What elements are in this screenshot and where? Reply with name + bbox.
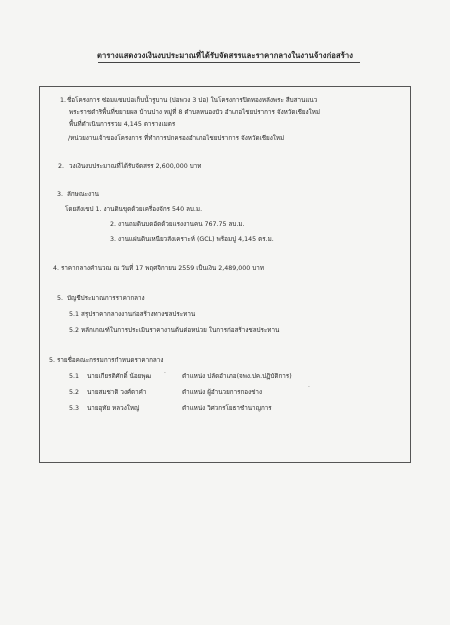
handwritten-mark: · [308, 384, 310, 391]
member-1-no: 5.1 [69, 373, 80, 380]
item-5-heading: บัญชีประมาณการราคากลาง [67, 295, 145, 302]
document-title: ตารางแสดงวงเงินงบประมาณที่ได้รับจัดสรรและราคากลางในงานจ้างก่อสร้าง [96, 51, 354, 60]
member-1-position: ตำแหน่ง ปลัดอำเภอ(จพง.ปค.ปฏิบัติการ) [182, 373, 292, 380]
item-6-number: 5. [49, 357, 56, 364]
item-5-line-2: 5.2 หลักเกณฑ์ในการประเมินราคางานต้นต่อหน่วย ในการก่อสร้างชลประทาน [69, 327, 280, 334]
content-box [39, 86, 411, 463]
item-3-line-2: 2. งานถมดินบดอัดด้วยแรงงานคน 767.75 ลบ.ม. [110, 221, 245, 228]
member-2-name: นายสมชาติ วงศ์ตาคำ [87, 389, 147, 396]
item-1-number: 1. [60, 97, 67, 104]
member-3-name: นายอุทัย หลวงใหญ่ [87, 405, 140, 412]
member-2-no: 5.2 [69, 389, 80, 396]
item-4-text: ราคากลางคำนวณ ณ วันที่ 17 พฤศจิกายน 2559 เป็นเงิน 2,489,000 บาท [61, 265, 264, 272]
title-underline [98, 62, 360, 63]
handwritten-mark: · [164, 370, 166, 377]
item-1-line-4: /หน่วยงานเจ้าของโครงการ ที่ทำการปกครองอำเภอไชยปราการ จังหวัดเชียงใหม่ [68, 135, 285, 142]
item-5-number: 5. [57, 295, 64, 302]
item-4-number: 4. [53, 265, 60, 272]
item-3-line-3: 3. งานแผ่นดินเหนียวสังเคราะห์ (GCL) พร้อมปู 4,145 ตร.ม. [110, 236, 274, 243]
member-1-name: นายเกียรติศักดิ์ น้อยพุฒ [87, 373, 152, 380]
item-3-heading: ลักษณะงาน [67, 191, 99, 198]
member-3-position: ตำแหน่ง วิศวกรโยธาชำนาญการ [182, 405, 272, 412]
item-1-line-1: ชื่อโครงการ ซ่อมแซมบ่อเก็บน้ำรูบาน (บ่อพวง 3 บ่อ) ในโครงการปิดทองหลังพระ สืบสานแนว [67, 97, 318, 104]
item-6-heading: รายชื่อคณะกรรมการกำหนดราคากลาง [57, 357, 164, 364]
item-2-text: วงเงินงบประมาณที่ได้รับจัดสรร 2,600,000 บาท [69, 163, 202, 170]
item-1-line-3: พื้นที่ดำเนินการรวม 4,145 ตารางเมตร [69, 121, 176, 128]
member-3-no: 5.3 [69, 405, 80, 412]
member-2-position: ตำแหน่ง ผู้อำนวยการกองช่าง [182, 389, 263, 396]
item-1-line-2: พระราชดำริพื้นที่ขยายผล บ้านปาง หมู่ที่ 8 ตำบลหนองบัว อำเภอไชยปราการ จังหวัดเชียงใหม่ [69, 109, 321, 116]
item-2-number: 2. [58, 163, 65, 170]
item-3-line-1: โดยสังเขป 1. งานดินขุดด้วยเครื่องจักร 540 ลบ.ม. [65, 206, 203, 213]
item-3-number: 3. [57, 191, 64, 198]
item-5-line-1: 5.1 สรุปราคากลางงานก่อสร้างทางชลประทาน [69, 311, 196, 318]
